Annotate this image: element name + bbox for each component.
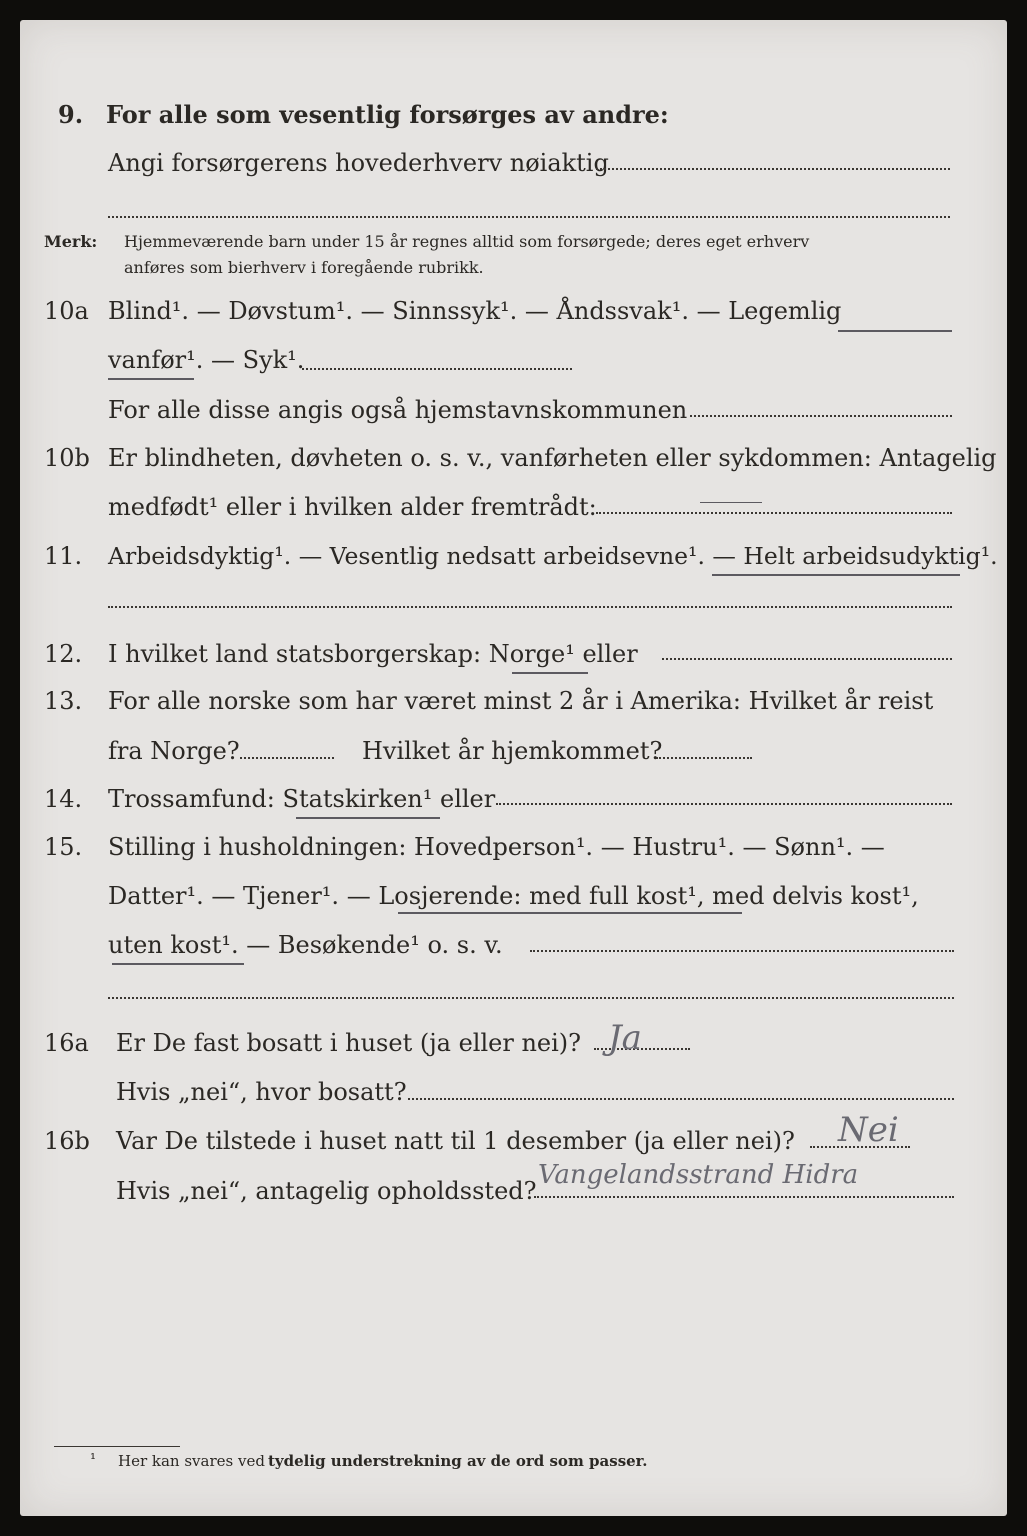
q11-answer-line[interactable]: [108, 606, 952, 608]
q16a-line-2: Hvis „nei“, hvor bosatt?: [116, 1078, 407, 1106]
q16b-line-1: Var De tilstede i huset natt til 1 desember (ja eller nei)?: [116, 1127, 795, 1155]
q10a-line-3: For alle disse angis også hjemstavnskommunen: [108, 396, 688, 424]
q13-line-1: For alle norske som har været minst 2 år i Amerika: Hvilket år reist: [108, 687, 934, 715]
q15-answer-line[interactable]: [530, 950, 954, 952]
q10b-number: 10b: [44, 444, 90, 472]
q15-line-1: Stilling i husholdningen: Hovedperson¹. — Hustru¹. — Sønn¹. —: [108, 833, 885, 861]
footnote-text-b: tydelig understrekning av de ord som passer.: [268, 1452, 648, 1470]
q12-line-1: I hvilket land statsborgerskap: Norge¹ eller: [108, 640, 638, 668]
q13-reist-line[interactable]: [240, 757, 334, 759]
q14-underline-statskirken: [296, 817, 440, 819]
q12-number: 12.: [44, 640, 83, 668]
footnote-mark: ¹: [90, 1450, 97, 1468]
q10a-syk-line[interactable]: [302, 368, 572, 370]
footnote-text-a: Her kan svares ved: [118, 1452, 265, 1470]
q16b-handwritten-answer: Nei: [838, 1110, 899, 1150]
q12-underline-norge: [512, 672, 588, 674]
q16b-handwritten-place: Vangelandsstrand Hidra: [538, 1160, 859, 1190]
q14-number: 14.: [44, 785, 83, 813]
q16a-bosatt-line[interactable]: [408, 1098, 954, 1100]
q14-line-1: Trossamfund: Statskirken¹ eller: [108, 785, 496, 813]
merk-line-2: anføres som bierhverv i foregående rubrikk.: [124, 258, 484, 277]
q9-prompt: Angi forsørgerens hovederhverv nøiaktig: [108, 149, 609, 177]
q10a-underline-legemlig: [838, 330, 952, 332]
q16b-line-2: Hvis „nei“, antagelig opholdssted?: [116, 1177, 537, 1205]
q13-hjem-line[interactable]: [656, 757, 752, 759]
q16a-line-1: Er De fast bosatt i huset (ja eller nei)?: [116, 1029, 582, 1057]
q10b-line-1: Er blindheten, døvheten o. s. v., vanførheten eller sykdommen: Antagelig: [108, 444, 997, 472]
q15-line-3: uten kost¹. — Besøkende¹ o. s. v.: [108, 931, 503, 959]
q10a-underline-vanfor: [108, 378, 194, 380]
q10b-answer-line[interactable]: [596, 512, 952, 514]
q16a-handwritten-answer: Ja: [608, 1018, 642, 1058]
q10a-number: 10a: [44, 297, 89, 325]
q16b-opholdssted-line[interactable]: [534, 1196, 954, 1198]
q16a-number: 16a: [44, 1029, 89, 1057]
q15-number: 15.: [44, 833, 83, 861]
q15-answer-line-2[interactable]: [108, 997, 954, 999]
footnote-rule: [54, 1446, 180, 1447]
q11-underline-helt: [712, 574, 960, 576]
q15-underline-uten-kost: [112, 963, 244, 965]
merk-label: Merk:: [44, 232, 98, 251]
q13-line-2b: Hvilket år hjemkommet?: [362, 737, 663, 765]
q10a-line-1: Blind¹. — Døvstum¹. — Sinnssyk¹. — Åndssvak¹. — Legemlig: [108, 297, 842, 325]
q10b-line-2: medfødt¹ eller i hvilken alder fremtrådt:: [108, 493, 597, 521]
q12-answer-line[interactable]: [662, 658, 952, 660]
q10b-dash-mark: [700, 502, 762, 503]
q9-answer-line[interactable]: [596, 168, 950, 170]
q14-answer-line[interactable]: [496, 803, 952, 805]
q16b-number: 16b: [44, 1127, 90, 1155]
q10a-line-2: vanfør¹. — Syk¹.: [108, 346, 305, 374]
merk-line-1: Hjemmeværende barn under 15 år regnes alltid som forsørgede; deres eget erhverv: [124, 232, 810, 251]
q11-number: 11.: [44, 542, 83, 570]
q15-line-2: Datter¹. — Tjener¹. — Losjerende: med full kost¹, med delvis kost¹,: [108, 882, 919, 910]
q10a-hjemstavn-line[interactable]: [690, 415, 952, 417]
q13-line-2a: fra Norge?: [108, 737, 240, 765]
q13-number: 13.: [44, 687, 83, 715]
q9-number: 9.: [58, 100, 84, 129]
q9-answer-line-2[interactable]: [108, 216, 950, 218]
q11-line-1: Arbeidsdyktig¹. — Vesentlig nedsatt arbeidsevne¹. — Helt arbeidsudyktig¹.: [108, 542, 998, 570]
q15-underline-losjerende: [398, 912, 742, 914]
q9-title: For alle som vesentlig forsørges av andre:: [106, 100, 669, 129]
